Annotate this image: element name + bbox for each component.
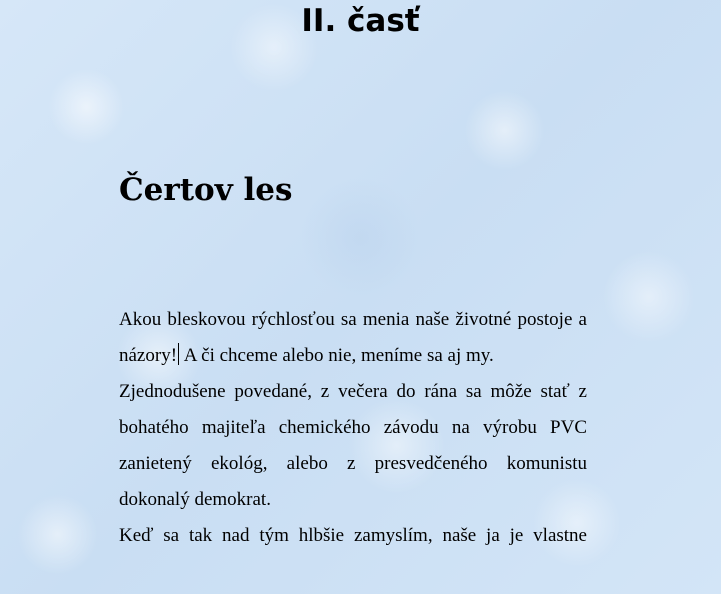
paragraph[interactable]: Zjednodušene povedané, z večera do rána sa môže stať z bohatého majiteľa chemického závodu na výrobu PVC zanietený ekológ, alebo z presvedčeného komunistu dokonalý demokrat.	[119, 381, 587, 510]
paragraph[interactable]: Keď sa tak nad tým hlbšie zamyslím, naše ja je vlastne	[119, 525, 587, 546]
text-cursor	[178, 343, 179, 365]
paragraph[interactable]	[119, 302, 587, 374]
document-body[interactable]	[119, 302, 587, 554]
chapter-title: Čertov les	[119, 172, 293, 208]
paragraph-text: Akou bleskovou rýchlosťou sa menia naše životné postoje a názory!	[119, 309, 587, 366]
paragraph-text: A či chceme alebo nie, meníme sa aj my.	[180, 345, 494, 366]
part-title: II. časť	[301, 3, 420, 39]
